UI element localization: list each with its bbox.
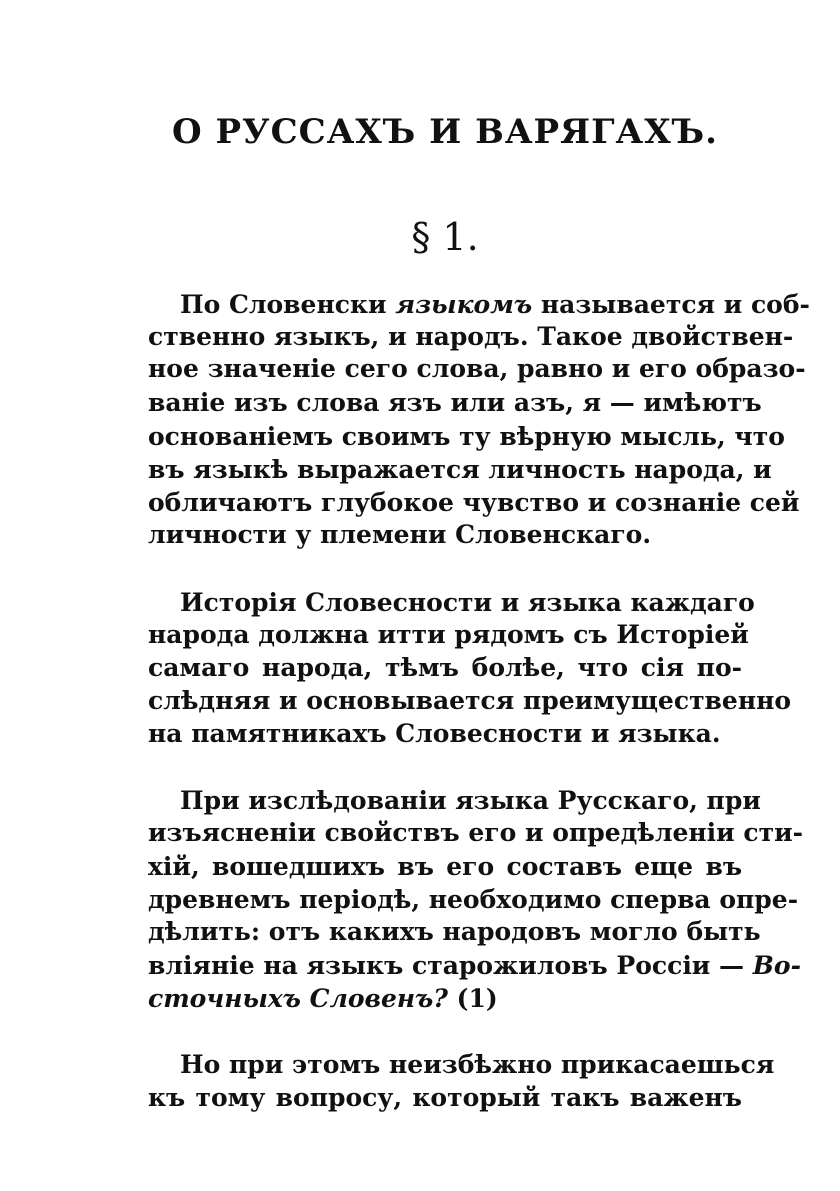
- text-line: личности у племени Словенскаго.: [148, 520, 652, 549]
- text-line: ственно языкъ, и народъ. Такое двойствен-: [148, 322, 794, 351]
- text-line: изъясненiи свойствъ его и опредѣленiи сти-: [148, 818, 804, 847]
- text-line: ное значенiе сего слова, равно и его образо-: [148, 354, 806, 383]
- text-line: на памятникахъ Словесности и языка.: [148, 719, 721, 748]
- text-line: древнемъ перiодѣ, необходимо сперва опре-: [148, 885, 799, 914]
- text-line: слѣдняя и основывается преимущественно: [148, 686, 792, 715]
- text-line: хiй, вошедшихъ въ его составъ еще въ: [148, 852, 742, 881]
- text-line: При изслѣдованiи языка Русскаго, при: [180, 786, 761, 815]
- chapter-title: О РУССАХЪ И ВАРЯГАХЪ.: [171, 112, 718, 152]
- text-line: народа должна итти рядомъ съ Исторiей: [148, 620, 749, 649]
- text-line: самаго народа, тѣмъ болѣе, что сiя по-: [148, 653, 742, 682]
- text-line: основанiемъ своимъ ту вѣрную мысль, что: [148, 422, 785, 451]
- text-line: По Словенски языкомъ называется и соб-: [180, 290, 810, 319]
- text-line: дѣлить: отъ какихъ народовъ могло быть: [148, 917, 761, 946]
- text-line: въ языкѣ выражается личность народа, и: [148, 455, 772, 484]
- text-line: обличаютъ глубокое чувство и сознанiе сей: [148, 488, 800, 517]
- text-line: къ тому вопросу, который такъ важенъ: [148, 1083, 742, 1112]
- text-line: Исторiя Словесности и языка каждаго: [180, 588, 755, 617]
- text-line: Но при этомъ неизбѣжно прикасаешься: [180, 1050, 775, 1079]
- section-number: § 1.: [411, 215, 479, 259]
- text-line: влiянiе на языкъ старожиловъ Россiи — Во-: [148, 951, 801, 980]
- text-line: сточныхъ Словенъ? (1): [148, 984, 498, 1013]
- text-line: ванiе изъ слова язъ или азъ, я — имѣютъ: [148, 388, 762, 417]
